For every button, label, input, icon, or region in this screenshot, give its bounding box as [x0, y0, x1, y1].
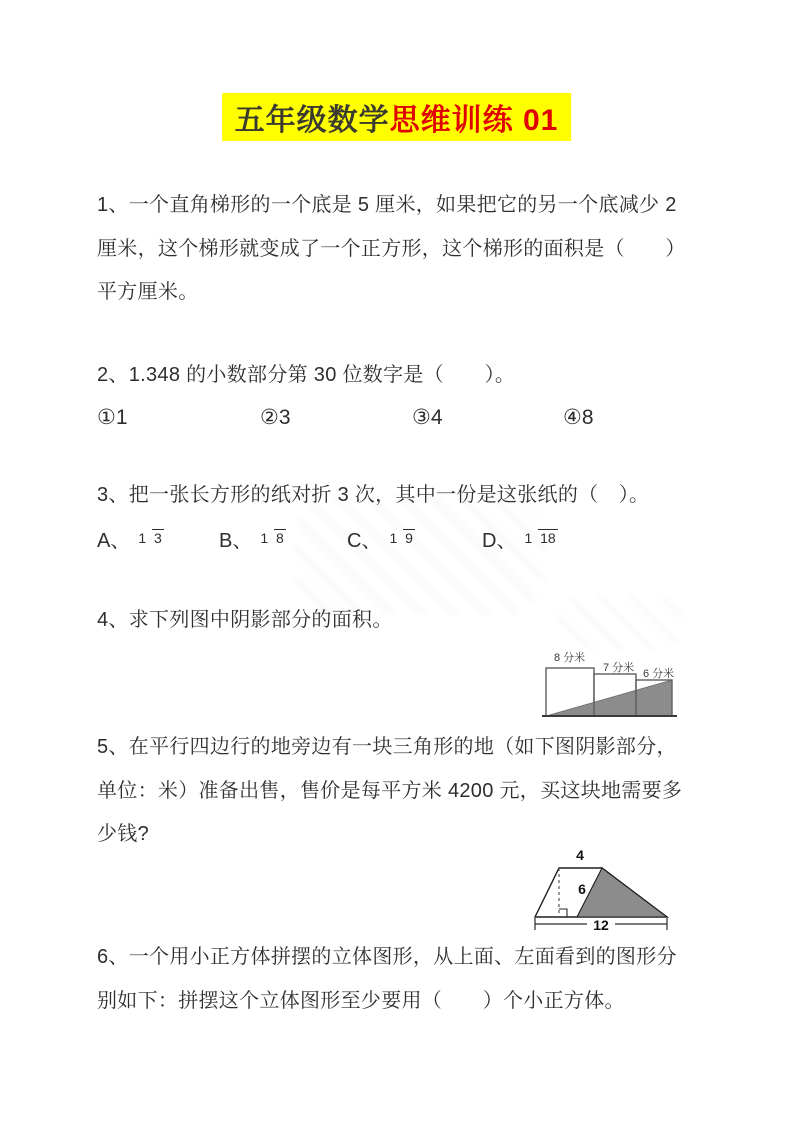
q2-option-4: ④8 [563, 405, 594, 429]
question-3 [97, 474, 717, 566]
q2-option-2: ②3 [260, 405, 291, 429]
question-2-stem: 2、1.348 的小数部分第 30 位数字是（ ）。 [97, 364, 516, 386]
question-4-stem: 4、求下列图中阴影部分的面积。 [97, 609, 393, 631]
fraction-numerator: 1 [524, 529, 533, 546]
q3-option-d-label: D、 [482, 529, 517, 552]
question-6 [97, 936, 677, 1023]
q3-option-d-fraction [522, 530, 557, 546]
q2-option-1: ①1 [97, 405, 128, 429]
question-1-line-3: 平方厘米。 [97, 281, 199, 303]
fraction-numerator: 1 [260, 529, 269, 546]
question-6-line-1: 6、一个用小正方体拼摆的立体图形，从上面、左面看到的图形分 [97, 946, 677, 968]
fraction-denominator: 18 [540, 529, 556, 546]
q3-option-d [482, 524, 558, 553]
q3-option-b-label: B、 [219, 529, 253, 552]
q3-option-a-fraction [136, 530, 163, 546]
question-1-line-1: 1、一个直角梯形的一个底是 5 厘米，如果把它的另一个底减少 2 [97, 194, 677, 216]
fraction-denominator: 3 [154, 529, 162, 546]
fraction-denominator: 8 [276, 529, 284, 546]
q4-stepped-squares-figure [540, 640, 710, 720]
fraction-denominator: 9 [405, 529, 413, 546]
fraction-numerator: 1 [389, 529, 398, 546]
question-2 [97, 354, 717, 439]
question-4 [97, 599, 393, 643]
title-grade-part: 五年级数学 [234, 104, 390, 137]
q5-trapezoid-figure [525, 843, 685, 938]
question-5-line-1: 5、在平行四边行的地旁边有一块三角形的地（如下图阴影部分， [97, 736, 677, 758]
question-2-options [97, 405, 717, 439]
q3-option-b [219, 524, 286, 553]
title-training-part: 思维训练 01 [389, 104, 559, 137]
question-3-stem: 3、把一张长方形的纸对折 3 次，其中一份是这张纸的（ ）。 [97, 484, 650, 506]
question-1 [97, 184, 686, 315]
question-5 [97, 726, 682, 857]
q3-option-c [347, 524, 415, 553]
q3-option-c-fraction [387, 530, 414, 546]
label-7-fenmi: 7 分米 [603, 662, 635, 674]
q3-option-a [97, 524, 164, 553]
q3-option-b-fraction [258, 530, 285, 546]
label-height-6: 6 [578, 881, 586, 897]
label-top-4: 4 [576, 847, 584, 863]
q3-option-c-label: C、 [347, 529, 382, 552]
label-base-12: 12 [593, 917, 609, 933]
question-5-line-2: 单位：米）准备出售，售价是每平方米 4200 元，买这块地需要多 [97, 779, 683, 802]
q3-option-a-label: A、 [97, 529, 131, 552]
question-5-line-3: 少钱? [97, 823, 150, 845]
fraction-numerator: 1 [138, 529, 147, 546]
page-title [222, 93, 572, 141]
q2-option-3: ③4 [412, 405, 443, 429]
question-3-options [97, 524, 717, 566]
label-6-fenmi: 6 分米 [643, 668, 675, 680]
label-8-fenmi: 8 分米 [554, 652, 586, 664]
question-1-line-2: 厘米，这个梯形就变成了一个正方形，这个梯形的面积是（ ） [97, 237, 686, 260]
question-6-line-2: 别如下：拼摆这个立体图形至少要用（ ）个小正方体。 [97, 989, 625, 1012]
